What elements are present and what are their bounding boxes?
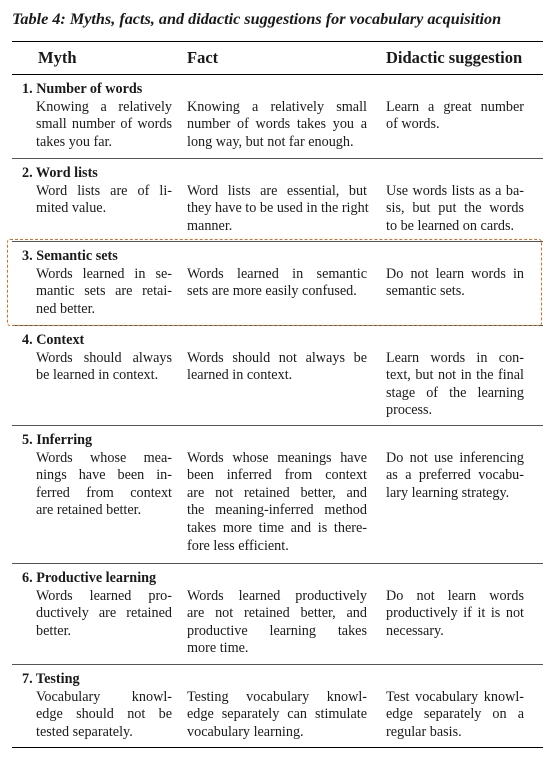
cell-line: edge separately can stimulate [187, 706, 367, 723]
cell-line: regular basis. [386, 723, 462, 740]
row-separator [12, 563, 543, 564]
cell-line: Learn a great number [386, 98, 524, 115]
cell-line: fore less efficient. [187, 537, 289, 554]
table-caption: Table 4: Myths, facts, and didactic suggestions for vocabulary acquisition [12, 10, 502, 28]
myth-cell [22, 81, 172, 151]
cell-line: small number of words [36, 116, 172, 133]
suggestion-cell [386, 183, 524, 236]
cell-line: Vocabulary knowl- [36, 688, 172, 705]
fact-cell [187, 99, 367, 152]
cell-line: sis, but put the words [386, 200, 524, 217]
myth-cell [22, 165, 172, 218]
suggestion-cell [386, 350, 524, 420]
fact-cell [187, 450, 367, 556]
row-separator [12, 158, 543, 159]
cell-line: Words should always [36, 349, 172, 366]
fact-cell [187, 350, 367, 385]
cell-line: Words learned in semantic [187, 265, 367, 282]
header-rule [12, 74, 543, 75]
myth-title: 6. Productive learning [22, 570, 157, 586]
myth-title: 7. Testing [22, 671, 80, 687]
cell-line: productive learning takes [187, 622, 367, 639]
cell-line: more time. [187, 640, 249, 657]
cell-line: Use words lists as a ba- [386, 182, 524, 199]
header-fact: Fact [187, 48, 219, 67]
cell-line: text, but not in the final [386, 367, 524, 384]
cell-line: Words learned productively [187, 587, 367, 604]
cell-line: tested separately. [36, 723, 133, 740]
row-highlight-box [7, 239, 542, 326]
header-suggestion: Didactic suggestion [386, 48, 523, 67]
cell-line: ductively are retained [36, 605, 172, 622]
cell-line: Do not learn words [386, 587, 524, 604]
cell-line: lary learning strategy. [386, 484, 510, 501]
cell-line: semantic sets. [386, 283, 465, 300]
cell-line: Word lists are essential, but [187, 182, 367, 199]
cell-line: be learned in context. [36, 367, 159, 384]
cell-line: sets are more easily confused. [187, 283, 357, 300]
myth-text [22, 588, 172, 641]
cell-line: as a preferred vocabu- [386, 467, 524, 484]
cell-line: long way, but not far enough. [187, 133, 354, 150]
cell-line: Words whose meanings have [187, 449, 367, 466]
cell-line: process. [386, 402, 433, 419]
cell-line: Learn words in con- [386, 349, 524, 366]
myth-title: 3. Semantic sets [22, 248, 118, 264]
myth-title: 4. Context [22, 332, 85, 348]
cell-line: takes more time and is there- [187, 519, 367, 536]
suggestion-cell [386, 450, 524, 503]
cell-line: number of words takes you a [187, 116, 367, 133]
cell-line: Words learned in se- [36, 265, 172, 282]
cell-line: productively if it is not [386, 605, 524, 622]
myth-text [22, 450, 172, 520]
top-rule [12, 41, 543, 42]
cell-line: they have to be used in the right [187, 200, 369, 217]
cell-line: mited value. [36, 200, 107, 217]
myth-title: 2. Word lists [22, 165, 98, 181]
cell-line: of words. [386, 116, 440, 133]
cell-line: to be learned on cards. [386, 217, 515, 234]
cell-line: ned better. [36, 300, 96, 317]
myth-title: 1. Number of words [22, 81, 143, 97]
myth-text [22, 183, 172, 218]
cell-line: nings have been in- [36, 467, 172, 484]
cell-line: are not retained better, and [187, 484, 367, 501]
myth-cell [22, 671, 172, 741]
fact-cell [187, 183, 367, 236]
myth-cell [22, 332, 172, 385]
cell-line: are not retained better, and [187, 605, 367, 622]
cell-line: learned in context. [187, 367, 293, 384]
suggestion-cell [386, 588, 524, 641]
bottom-rule [12, 747, 543, 748]
myth-text [22, 99, 172, 152]
suggestion-cell [386, 689, 524, 742]
cell-line: necessary. [386, 622, 444, 639]
cell-line: takes you far. [36, 133, 113, 150]
cell-line: vocabulary learning. [187, 723, 304, 740]
cell-line: Do not use inferencing [386, 449, 524, 466]
suggestion-cell [386, 99, 524, 134]
cell-line: Word lists are of li- [36, 182, 172, 199]
cell-line: Words whose mea- [36, 449, 172, 466]
cell-line: Test vocabulary knowl- [386, 688, 524, 705]
cell-line: Knowing a relatively small [187, 98, 367, 115]
row-separator [12, 664, 543, 665]
cell-line: Words should not always be [187, 349, 367, 366]
cell-line: Knowing a relatively [36, 98, 172, 115]
row-separator [12, 425, 543, 426]
myth-cell [22, 570, 172, 640]
cell-line: been inferred from context [187, 467, 367, 484]
cell-line: mantic sets are retai- [36, 283, 172, 300]
cell-line: Words learned pro- [36, 587, 172, 604]
cell-line: the meaning-inferred method [187, 502, 367, 519]
cell-line: edge should not be [36, 706, 172, 723]
cell-line: better. [36, 622, 72, 639]
cell-line: Testing vocabulary knowl- [187, 688, 367, 705]
fact-cell [187, 588, 367, 658]
fact-cell [187, 689, 367, 742]
cell-line: ferred from context [36, 484, 172, 501]
cell-line: stage of the learning [386, 384, 524, 401]
myth-text [22, 350, 172, 385]
cell-line: Do not learn words in [386, 265, 524, 282]
cell-line: manner. [187, 217, 233, 234]
cell-line: edge separately on a [386, 706, 524, 723]
header-myth: Myth [38, 48, 77, 67]
myth-cell [22, 432, 172, 520]
cell-line: are retained better. [36, 502, 142, 519]
myth-title: 5. Inferring [22, 432, 93, 448]
myth-text [22, 689, 172, 742]
